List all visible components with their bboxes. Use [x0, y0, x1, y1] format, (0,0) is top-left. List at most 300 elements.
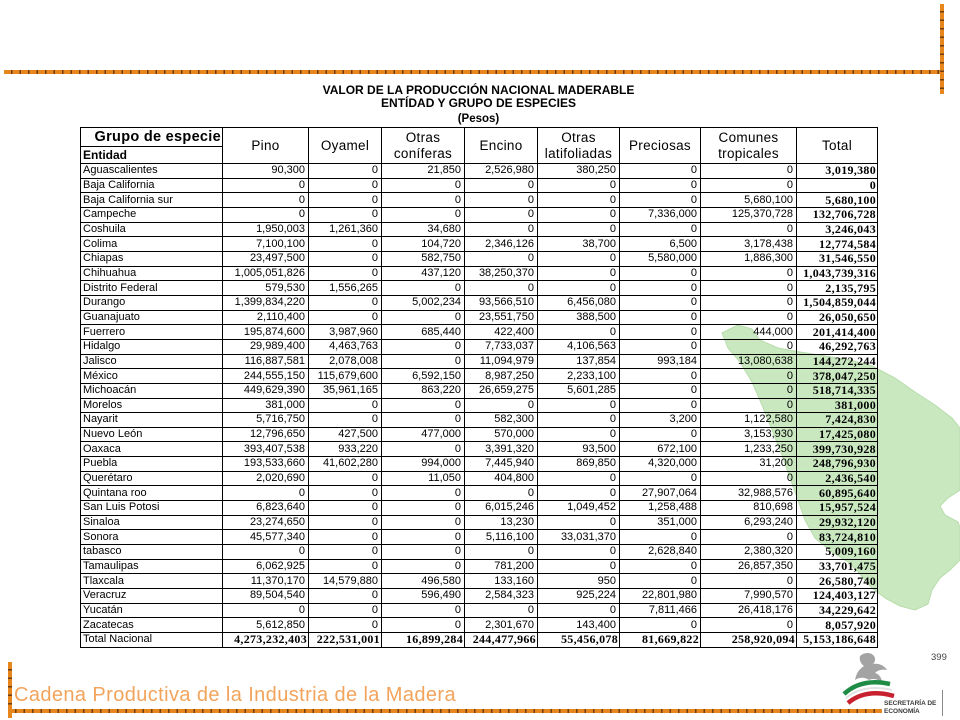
table-row — [81, 486, 878, 501]
row-total-cell: 399,730,928 — [797, 442, 878, 457]
row-total-cell: 60,895,640 — [797, 486, 878, 501]
entity-cell: Tlaxcala — [81, 574, 223, 589]
table-row — [81, 325, 878, 340]
value-cell: 994,000 — [382, 457, 465, 472]
table-row — [81, 383, 878, 398]
value-cell: 380,250 — [538, 164, 620, 179]
value-cell: 0 — [309, 413, 382, 428]
value-cell: 1,005,051,826 — [223, 266, 309, 281]
column-header-text: Encino — [479, 137, 523, 153]
value-cell: 93,500 — [538, 442, 620, 457]
row-total-cell: 132,706,728 — [797, 207, 878, 222]
value-cell: 125,370,728 — [701, 207, 797, 222]
value-cell: 115,679,600 — [309, 369, 382, 384]
table-title: VALOR DE LA PRODUCCIÓN NACIONAL MADERABLE — [322, 83, 635, 97]
value-cell: 6,500 — [620, 237, 701, 252]
value-cell: 0 — [465, 207, 538, 222]
value-cell: 0 — [620, 295, 701, 310]
value-cell: 0 — [382, 207, 465, 222]
value-cell: 22,801,980 — [620, 589, 701, 604]
value-cell: 570,000 — [465, 427, 538, 442]
value-cell: 2,301,670 — [465, 618, 538, 633]
value-cell: 0 — [309, 266, 382, 281]
column-header-otras-latifoliadas — [538, 128, 620, 164]
value-cell: 0 — [701, 266, 797, 281]
value-cell: 1,950,003 — [223, 222, 309, 237]
value-cell: 26,857,350 — [701, 559, 797, 574]
value-cell: 0 — [701, 178, 797, 193]
row-total-cell: 518,714,335 — [797, 383, 878, 398]
table-row — [81, 369, 878, 384]
value-cell: 1,049,452 — [538, 501, 620, 516]
value-cell: 404,800 — [465, 471, 538, 486]
value-cell: 55,456,078 — [538, 633, 620, 648]
value-cell: 3,153,930 — [701, 427, 797, 442]
logo-wordmark — [884, 700, 936, 715]
value-cell: 0 — [538, 486, 620, 501]
value-cell: 7,445,940 — [465, 457, 538, 472]
value-cell: 0 — [309, 178, 382, 193]
value-cell: 0 — [620, 369, 701, 384]
value-cell: 0 — [465, 603, 538, 618]
value-cell: 34,680 — [382, 222, 465, 237]
value-cell: 0 — [701, 383, 797, 398]
value-cell: 0 — [309, 295, 382, 310]
row-total-cell: 1,043,739,316 — [797, 266, 878, 281]
value-cell: 12,796,650 — [223, 427, 309, 442]
entity-cell: Veracruz — [81, 589, 223, 604]
row-total-cell: 17,425,080 — [797, 427, 878, 442]
column-header-otras-coniferas — [382, 128, 465, 164]
logo-text-line: SECRETARÍA DE — [884, 700, 937, 707]
column-header-text: Comunes — [718, 129, 779, 145]
value-cell: 6,062,925 — [223, 559, 309, 574]
row-total-cell: 7,424,830 — [797, 413, 878, 428]
value-cell: 0 — [620, 339, 701, 354]
value-cell: 6,456,080 — [538, 295, 620, 310]
value-cell: 38,700 — [538, 237, 620, 252]
value-cell: 26,659,275 — [465, 383, 538, 398]
entity-cell: Tamaulipas — [81, 559, 223, 574]
value-cell: 437,120 — [382, 266, 465, 281]
value-cell: 0 — [538, 427, 620, 442]
table-subtitle: ENTÍDAD Y GRUPO DE ESPECIES — [381, 96, 576, 110]
entity-cell: Querétaro — [81, 471, 223, 486]
value-cell: 0 — [620, 281, 701, 296]
value-cell: 244,477,966 — [465, 633, 538, 648]
entity-cell: Baja California sur — [81, 193, 223, 208]
value-cell: 0 — [382, 339, 465, 354]
table-row — [81, 178, 878, 193]
value-cell: 0 — [538, 559, 620, 574]
value-cell: 0 — [620, 325, 701, 340]
value-cell: 596,490 — [382, 589, 465, 604]
value-cell: 14,579,880 — [309, 574, 382, 589]
table-row — [81, 471, 878, 486]
value-cell: 0 — [701, 369, 797, 384]
table-row — [81, 398, 878, 413]
entity-cell: Nuevo León — [81, 427, 223, 442]
value-cell: 0 — [538, 398, 620, 413]
value-cell: 0 — [538, 413, 620, 428]
value-cell: 26,418,176 — [701, 603, 797, 618]
value-cell: 0 — [309, 515, 382, 530]
value-cell: 0 — [701, 295, 797, 310]
table-row — [81, 515, 878, 530]
value-cell: 2,233,100 — [538, 369, 620, 384]
value-cell: 195,874,600 — [223, 325, 309, 340]
table-row — [81, 501, 878, 516]
column-header-text: Oyamel — [320, 137, 370, 153]
value-cell: 7,733,037 — [465, 339, 538, 354]
value-cell: 427,500 — [309, 427, 382, 442]
value-cell: 29,989,400 — [223, 339, 309, 354]
entity-cell: Quintana roo — [81, 486, 223, 501]
value-cell: 2,584,323 — [465, 589, 538, 604]
value-cell: 810,698 — [701, 501, 797, 516]
value-cell: 1,399,834,220 — [223, 295, 309, 310]
value-cell: 11,370,170 — [223, 574, 309, 589]
value-cell: 496,580 — [382, 574, 465, 589]
value-cell: 116,887,581 — [223, 354, 309, 369]
entity-cell: Jalisco — [81, 354, 223, 369]
value-cell: 933,220 — [309, 442, 382, 457]
entity-cell: Durango — [81, 295, 223, 310]
value-cell: 4,106,563 — [538, 339, 620, 354]
table-row — [81, 295, 878, 310]
value-cell: 0 — [309, 545, 382, 560]
row-total-cell: 26,050,650 — [797, 310, 878, 325]
value-cell: 0 — [382, 310, 465, 325]
value-cell: 0 — [701, 530, 797, 545]
value-cell: 0 — [382, 193, 465, 208]
value-cell: 925,224 — [538, 589, 620, 604]
value-cell: 2,380,320 — [701, 545, 797, 560]
row-total-cell: 144,272,244 — [797, 354, 878, 369]
value-cell: 5,002,234 — [382, 295, 465, 310]
value-cell: 351,000 — [620, 515, 701, 530]
row-total-cell: 378,047,250 — [797, 369, 878, 384]
value-cell: 0 — [309, 310, 382, 325]
column-header-total — [797, 128, 878, 164]
value-cell: 0 — [465, 178, 538, 193]
value-cell: 869,850 — [538, 457, 620, 472]
entity-header-label: Entidad — [81, 147, 223, 164]
value-cell: 381,000 — [223, 398, 309, 413]
row-total-cell: 2,135,795 — [797, 281, 878, 296]
entity-cell: Campeche — [81, 207, 223, 222]
value-cell: 3,178,438 — [701, 237, 797, 252]
entity-cell: Distrito Federal — [81, 281, 223, 296]
row-total-cell: 26,580,740 — [797, 574, 878, 589]
value-cell: 2,078,008 — [309, 354, 382, 369]
table-row — [81, 603, 878, 618]
value-cell: 0 — [223, 603, 309, 618]
value-cell: 45,577,340 — [223, 530, 309, 545]
value-cell: 0 — [382, 178, 465, 193]
entity-cell: Zacatecas — [81, 618, 223, 633]
value-cell: 0 — [382, 413, 465, 428]
value-cell: 7,990,570 — [701, 589, 797, 604]
table-row — [81, 530, 878, 545]
value-cell: 0 — [223, 178, 309, 193]
value-cell: 2,526,980 — [465, 164, 538, 179]
value-cell: 0 — [701, 339, 797, 354]
entity-cell: Chihuahua — [81, 266, 223, 281]
value-cell: 0 — [620, 530, 701, 545]
row-total-cell: 5,009,160 — [797, 545, 878, 560]
column-header-text: latifoliadas — [544, 145, 613, 161]
value-cell: 477,000 — [382, 427, 465, 442]
row-total-cell: 0 — [797, 178, 878, 193]
row-total-cell: 12,774,584 — [797, 237, 878, 252]
value-cell: 0 — [465, 486, 538, 501]
value-cell: 0 — [309, 164, 382, 179]
value-cell: 13,230 — [465, 515, 538, 530]
value-cell: 0 — [620, 618, 701, 633]
value-cell: 0 — [465, 251, 538, 266]
value-cell: 6,592,150 — [382, 369, 465, 384]
value-cell: 0 — [309, 589, 382, 604]
value-cell: 0 — [382, 354, 465, 369]
value-cell: 0 — [465, 398, 538, 413]
value-cell: 8,987,250 — [465, 369, 538, 384]
value-cell: 1,556,265 — [309, 281, 382, 296]
value-cell: 7,811,466 — [620, 603, 701, 618]
value-cell: 579,530 — [223, 281, 309, 296]
value-cell: 4,320,000 — [620, 457, 701, 472]
total-label-cell: Total Nacional — [81, 633, 223, 648]
row-total-cell: 381,000 — [797, 398, 878, 413]
entity-cell: Morelos — [81, 398, 223, 413]
value-cell: 5,680,100 — [701, 193, 797, 208]
value-cell: 32,988,576 — [701, 486, 797, 501]
value-cell: 0 — [620, 266, 701, 281]
row-total-cell: 46,292,763 — [797, 339, 878, 354]
value-cell: 0 — [382, 281, 465, 296]
value-cell: 6,823,640 — [223, 501, 309, 516]
column-header-pino — [223, 128, 309, 164]
row-total-cell: 8,057,920 — [797, 618, 878, 633]
row-total-cell: 5,153,186,648 — [797, 633, 878, 648]
value-cell: 0 — [538, 266, 620, 281]
value-cell: 0 — [620, 178, 701, 193]
column-header-text: Otras — [405, 129, 441, 145]
total-row — [81, 633, 878, 648]
value-cell: 0 — [309, 471, 382, 486]
value-cell: 1,122,580 — [701, 413, 797, 428]
table-row — [81, 237, 878, 252]
value-cell: 0 — [465, 222, 538, 237]
value-cell: 90,300 — [223, 164, 309, 179]
column-header-text: tropicales — [718, 145, 779, 161]
value-cell: 0 — [382, 398, 465, 413]
entity-cell: Coshuila — [81, 222, 223, 237]
page-number: 399 — [931, 652, 947, 663]
table-row — [81, 281, 878, 296]
value-cell: 0 — [382, 442, 465, 457]
value-cell: 104,720 — [382, 237, 465, 252]
column-header-comunes-tropicales — [701, 128, 797, 164]
row-total-cell: 15,957,524 — [797, 501, 878, 516]
value-cell: 0 — [223, 545, 309, 560]
value-cell: 0 — [620, 310, 701, 325]
value-cell: 0 — [620, 427, 701, 442]
value-cell: 0 — [538, 193, 620, 208]
value-cell: 258,920,094 — [701, 633, 797, 648]
value-cell: 685,440 — [382, 325, 465, 340]
table-row — [81, 193, 878, 208]
row-total-cell: 201,414,400 — [797, 325, 878, 340]
value-cell: 863,220 — [382, 383, 465, 398]
value-cell: 6,293,240 — [701, 515, 797, 530]
row-total-cell: 3,019,380 — [797, 164, 878, 179]
table-row — [81, 310, 878, 325]
value-cell: 1,233,250 — [701, 442, 797, 457]
row-total-cell: 33,701,475 — [797, 559, 878, 574]
value-cell: 0 — [538, 281, 620, 296]
value-cell: 672,100 — [620, 442, 701, 457]
value-cell: 781,200 — [465, 559, 538, 574]
entity-cell: Michoacán — [81, 383, 223, 398]
value-cell: 89,504,540 — [223, 589, 309, 604]
value-cell: 137,854 — [538, 354, 620, 369]
production-value-table — [80, 127, 878, 648]
value-cell: 0 — [538, 207, 620, 222]
value-cell: 0 — [620, 383, 701, 398]
entity-cell: Aguascalientes — [81, 164, 223, 179]
value-cell: 0 — [309, 398, 382, 413]
value-cell: 33,031,370 — [538, 530, 620, 545]
value-cell: 2,020,690 — [223, 471, 309, 486]
value-cell: 0 — [538, 178, 620, 193]
value-cell: 23,551,750 — [465, 310, 538, 325]
value-cell: 582,750 — [382, 251, 465, 266]
value-cell: 13,080,638 — [701, 354, 797, 369]
table-row — [81, 574, 878, 589]
value-cell: 1,886,300 — [701, 251, 797, 266]
table-row — [81, 222, 878, 237]
value-cell: 0 — [382, 603, 465, 618]
row-total-cell: 248,796,930 — [797, 457, 878, 472]
row-total-cell: 1,504,859,044 — [797, 295, 878, 310]
value-cell: 0 — [382, 545, 465, 560]
value-cell: 5,612,850 — [223, 618, 309, 633]
column-header-text: coníferas — [393, 145, 453, 161]
column-header-oyamel — [309, 128, 382, 164]
value-cell: 2,628,840 — [620, 545, 701, 560]
value-cell: 0 — [701, 164, 797, 179]
value-cell: 0 — [309, 603, 382, 618]
value-cell: 0 — [701, 281, 797, 296]
entity-cell: Oaxaca — [81, 442, 223, 457]
table-row — [81, 589, 878, 604]
value-cell: 0 — [620, 559, 701, 574]
value-cell: 31,200 — [701, 457, 797, 472]
value-cell: 0 — [382, 559, 465, 574]
value-cell: 0 — [465, 193, 538, 208]
value-cell: 0 — [620, 164, 701, 179]
row-total-cell: 34,229,642 — [797, 603, 878, 618]
entity-cell: Puebla — [81, 457, 223, 472]
row-total-cell: 83,724,810 — [797, 530, 878, 545]
value-cell: 0 — [309, 193, 382, 208]
value-cell: 6,015,246 — [465, 501, 538, 516]
value-cell: 0 — [620, 471, 701, 486]
table-row — [81, 618, 878, 633]
column-header-preciosas — [620, 128, 701, 164]
entity-cell: México — [81, 369, 223, 384]
value-cell: 0 — [620, 193, 701, 208]
value-cell: 950 — [538, 574, 620, 589]
value-cell: 0 — [309, 530, 382, 545]
entity-cell: Yucatán — [81, 603, 223, 618]
value-cell: 0 — [309, 237, 382, 252]
value-cell: 3,987,960 — [309, 325, 382, 340]
footer-document-title: Cadena Productiva de la Industria de la Madera — [14, 684, 456, 706]
value-cell: 143,400 — [538, 618, 620, 633]
table-row — [81, 545, 878, 560]
row-total-cell: 2,436,540 — [797, 471, 878, 486]
value-cell: 0 — [223, 486, 309, 501]
value-cell: 422,400 — [465, 325, 538, 340]
value-cell: 582,300 — [465, 413, 538, 428]
value-cell: 0 — [382, 515, 465, 530]
table-row — [81, 266, 878, 281]
table-row — [81, 559, 878, 574]
value-cell: 38,250,370 — [465, 266, 538, 281]
group-header-label: Grupo de especie — [81, 128, 223, 147]
value-cell: 27,907,064 — [620, 486, 701, 501]
value-cell: 0 — [701, 574, 797, 589]
table-header — [81, 128, 878, 164]
value-cell: 7,100,100 — [223, 237, 309, 252]
value-cell: 0 — [309, 207, 382, 222]
value-cell: 0 — [309, 618, 382, 633]
entity-cell: Sinaloa — [81, 515, 223, 530]
logo-text-line: ECONOMÍA — [884, 707, 920, 715]
value-cell: 16,899,284 — [382, 633, 465, 648]
column-header-text: Pino — [251, 137, 280, 153]
value-cell: 0 — [701, 310, 797, 325]
table-row — [81, 339, 878, 354]
table-row — [81, 457, 878, 472]
value-cell: 0 — [620, 398, 701, 413]
value-cell: 0 — [465, 545, 538, 560]
value-cell: 0 — [701, 398, 797, 413]
value-cell: 41,602,280 — [309, 457, 382, 472]
value-cell: 21,850 — [382, 164, 465, 179]
value-cell: 4,273,232,403 — [223, 633, 309, 648]
value-cell: 0 — [538, 222, 620, 237]
logo-divider — [942, 690, 943, 716]
value-cell: 0 — [620, 222, 701, 237]
value-cell: 0 — [538, 325, 620, 340]
value-cell: 0 — [620, 574, 701, 589]
header-row — [81, 128, 878, 147]
entity-cell: tabasco — [81, 545, 223, 560]
table-row — [81, 413, 878, 428]
value-cell: 0 — [701, 471, 797, 486]
value-cell: 2,346,126 — [465, 237, 538, 252]
value-cell: 11,094,979 — [465, 354, 538, 369]
value-cell: 0 — [538, 515, 620, 530]
row-total-cell: 29,932,120 — [797, 515, 878, 530]
entity-cell: Chiapas — [81, 251, 223, 266]
value-cell: 0 — [309, 559, 382, 574]
entity-cell: San Luis Potosi — [81, 501, 223, 516]
value-cell: 23,274,650 — [223, 515, 309, 530]
